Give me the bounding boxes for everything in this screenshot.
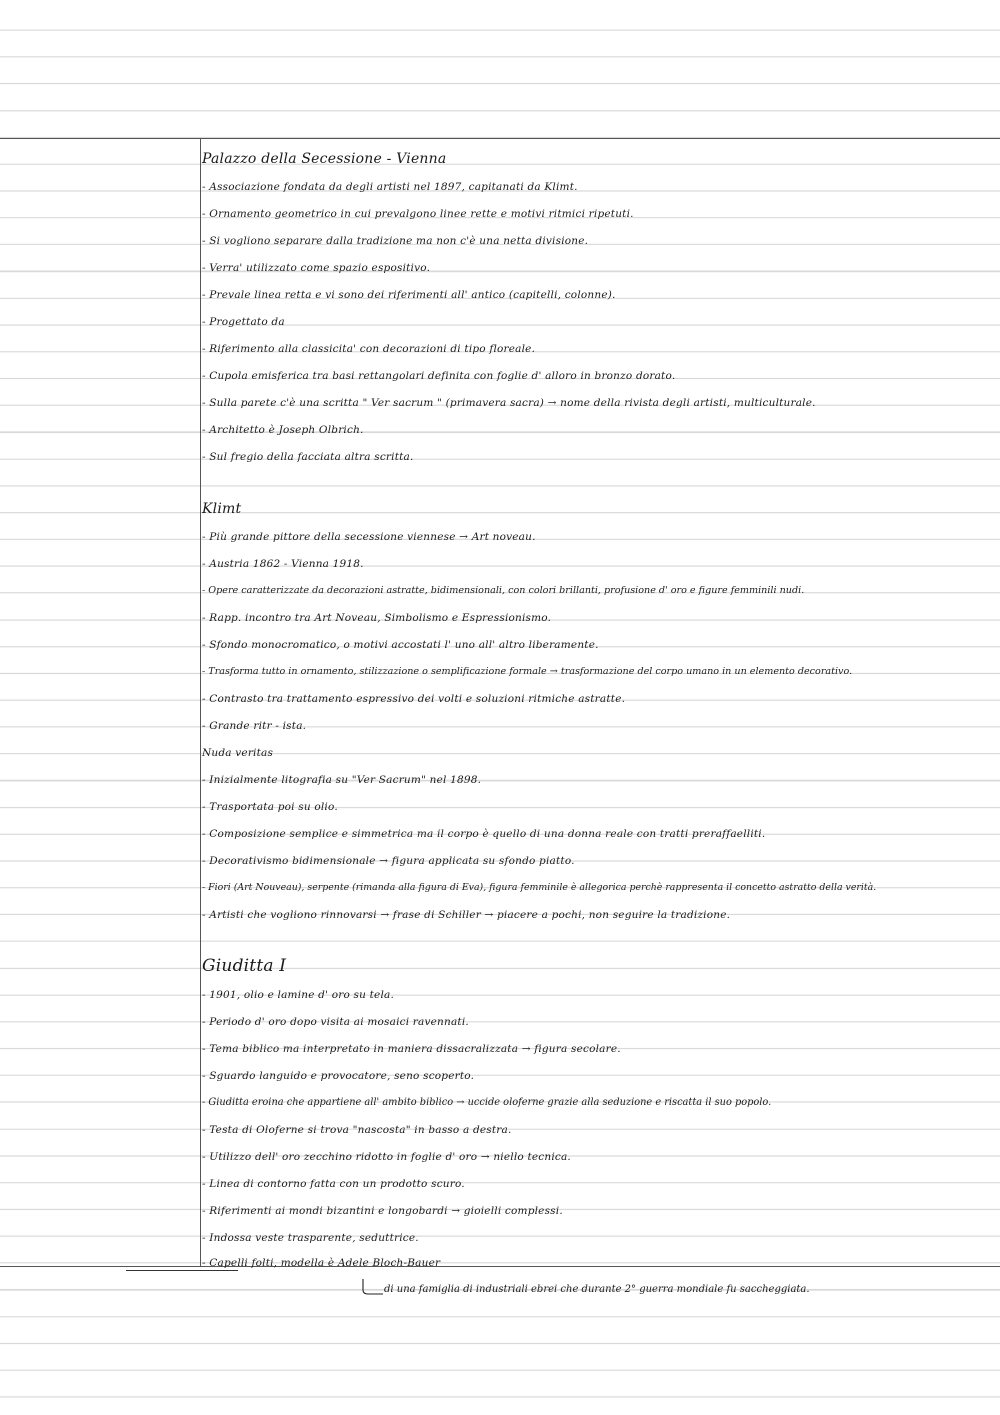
note-line: - Linea di contorno fatta con un prodotto scuro. bbox=[202, 1178, 465, 1190]
note-line: - Composizione semplice e simmetrica ma il corpo è quello di una donna reale con tratti preraffaelliti. bbox=[202, 828, 766, 840]
note-line: - Giuditta eroina che appartiene all' ambito biblico → uccide oloferne grazie alla seduzione e riscatta il suo popolo. bbox=[202, 1097, 772, 1108]
footnote-text: di una famiglia di industriali ebrei che durante 2° guerra mondiale fu saccheggiata. bbox=[384, 1284, 810, 1295]
note-line: - Sfondo monocromatico, o motivi accostati l' uno all' altro liberamente. bbox=[202, 639, 599, 651]
note-line: - 1901, olio e lamine d' oro su tela. bbox=[202, 989, 395, 1001]
note-line: - Utilizzo dell' oro zecchino ridotto in foglie d' oro → niello tecnica. bbox=[202, 1151, 571, 1163]
note-line: - Progettato da bbox=[202, 316, 285, 328]
note-line: - Sguardo languido e provocatore, seno scoperto. bbox=[202, 1070, 475, 1082]
section-heading: Palazzo della Secessione - Vienna bbox=[202, 151, 447, 167]
note-line: - Architetto è Joseph Olbrich. bbox=[202, 424, 364, 436]
note-line: - Periodo d' oro dopo visita ai mosaici ravennati. bbox=[202, 1016, 469, 1028]
note-line: - Si vogliono separare dalla tradizione ma non c'è una netta divisione. bbox=[202, 235, 589, 247]
section-heading: Klimt bbox=[202, 501, 242, 517]
note-line: - Più grande pittore della secessione viennese → Art noveau. bbox=[202, 531, 536, 543]
section-heading: Giuditta I bbox=[202, 956, 287, 976]
note-line: - Contrasto tra trattamento espressivo dei volti e soluzioni ritmiche astratte. bbox=[202, 693, 626, 705]
note-line: - Decorativismo bidimensionale → figura applicata su sfondo piatto. bbox=[202, 855, 575, 867]
note-line: - Trasportata poi su olio. bbox=[202, 801, 338, 813]
note-line: - Cupola emisferica tra basi rettangolari definita con foglie d' alloro in bronzo dorato. bbox=[202, 370, 676, 382]
note-line: - Sulla parete c'è una scritta " Ver sacrum " (primavera sacra) → nome della rivista degli artisti, multiculturale. bbox=[202, 397, 816, 409]
note-line: - Capelli folti, modella è Adele Bloch-Bauer bbox=[202, 1257, 441, 1269]
note-line: - Opere caratterizzate da decorazioni astratte, bidimensionali, con colori brillanti, profusione d' oro e figure femminili nudi. bbox=[202, 585, 805, 596]
note-line: - Trasforma tutto in ornamento, stilizzazione o semplificazione formale → trasformazione del corpo umano in un elemento decorativo. bbox=[202, 666, 853, 677]
note-line: - Prevale linea retta e vi sono dei riferimenti all' antico (capitelli, colonne). bbox=[202, 289, 616, 301]
handwritten-notes bbox=[202, 0, 992, 1415]
note-line: - Testa di Oloferne si trova "nascosta" in basso a destra. bbox=[202, 1124, 512, 1136]
footnote-arrow-icon bbox=[361, 1278, 385, 1296]
note-line: - Riferimenti ai mondi bizantini e longobardi → gioielli complessi. bbox=[202, 1205, 563, 1217]
note-subheading: Nuda veritas bbox=[202, 747, 274, 759]
margin-line bbox=[200, 138, 201, 1266]
note-line: - Indossa veste trasparente, seduttrice. bbox=[202, 1232, 419, 1244]
note-line: - Grande ritr - ista. bbox=[202, 720, 307, 732]
note-line: - Fiori (Art Nouveau), serpente (rimanda alla figura di Eva), figura femminile è allegorica perchè rappresenta il concetto astratto della verità. bbox=[202, 882, 877, 893]
note-line: - Austria 1862 - Vienna 1918. bbox=[202, 558, 364, 570]
note-line: - Verra' utilizzato come spazio espositivo. bbox=[202, 262, 431, 274]
note-line: - Tema biblico ma interpretato in maniera dissacralizzata → figura secolare. bbox=[202, 1043, 621, 1055]
note-line: - Riferimento alla classicita' con decorazioni di tipo floreale. bbox=[202, 343, 536, 355]
note-line: - Inizialmente litografia su "Ver Sacrum" nel 1898. bbox=[202, 774, 482, 786]
note-line: - Artisti che vogliono rinnovarsi → frase di Schiller → piacere a pochi, non seguire la tradizione. bbox=[202, 909, 731, 921]
note-line: - Sul fregio della facciata altra scritta. bbox=[202, 451, 414, 463]
note-line: - Ornamento geometrico in cui prevalgono linee rette e motivi ritmici ripetuti. bbox=[202, 208, 634, 220]
note-line: - Rapp. incontro tra Art Noveau, Simbolismo e Espressionismo. bbox=[202, 612, 552, 624]
note-line: - Associazione fondata da degli artisti nel 1897, capitanati da Klimt. bbox=[202, 181, 578, 193]
name-underline bbox=[126, 1270, 238, 1271]
